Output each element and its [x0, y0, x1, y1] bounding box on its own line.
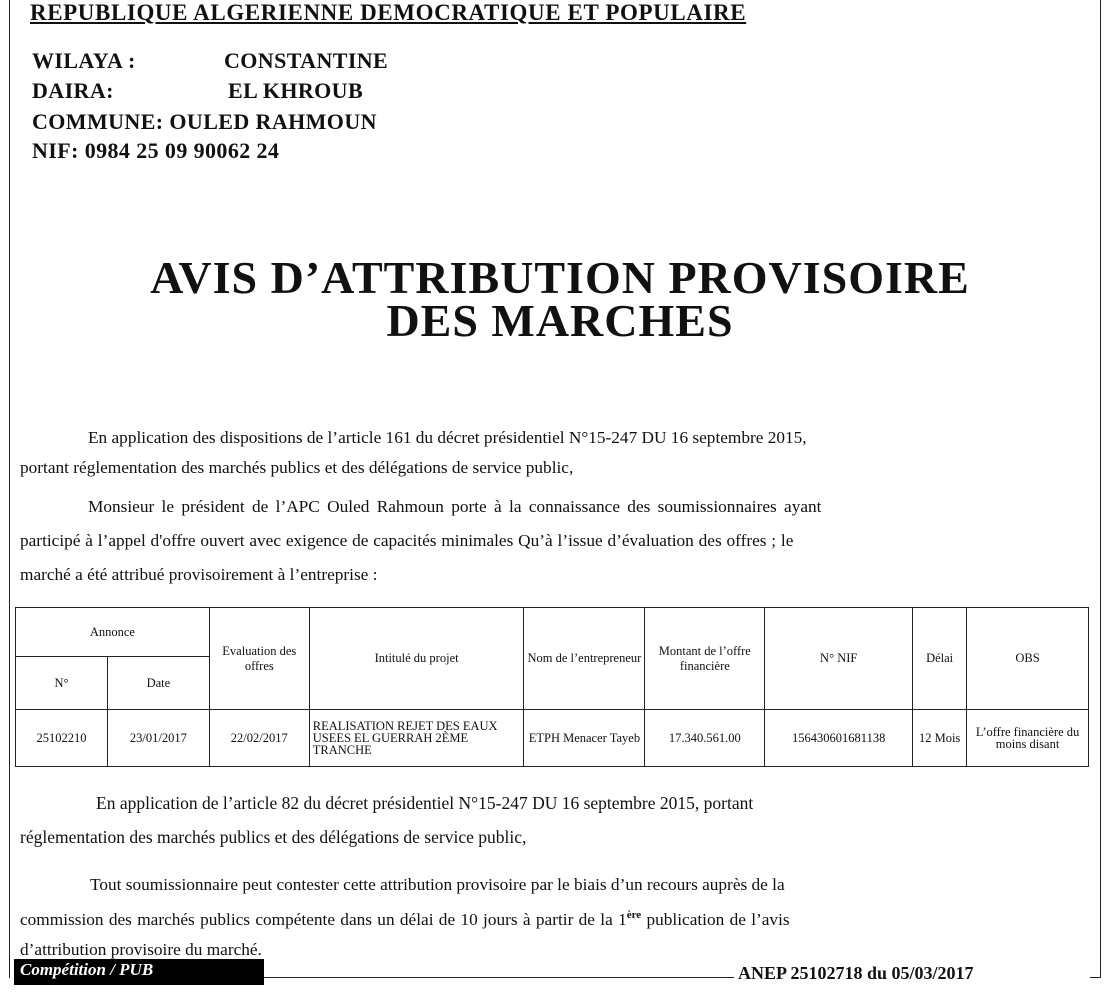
cell-montant: 17.340.561.00 — [645, 710, 765, 767]
header-nom: Nom de l’entrepreneur — [524, 608, 645, 710]
cell-obs: L’offre financière du moins disant — [967, 710, 1089, 767]
closing-p4-line3: d’attribution provisoire du marché. — [20, 939, 262, 959]
award-table — [15, 607, 1089, 767]
table-row — [16, 710, 1089, 767]
cell-intitule: REALISATION REJET DES EAUX USEES EL GUERRAH 2ÈME TRANCHE — [309, 710, 524, 767]
frame-left-border — [9, 0, 10, 978]
header-numero: N° — [16, 657, 108, 710]
daira-label: DAIRA: — [32, 78, 114, 103]
header-annonce: Annonce — [16, 608, 210, 657]
cell-evaluation: 22/02/2017 — [209, 710, 309, 767]
intro-paragraph-1 — [20, 421, 1086, 485]
closing-paragraph-2 — [20, 870, 1086, 965]
nif-value: 0984 25 09 90062 24 — [84, 138, 280, 163]
header-intitule: Intitulé du projet — [309, 608, 524, 710]
table-header-row — [16, 608, 1089, 657]
intro-p1-line2: portant réglementation des marchés publics et des délégations de service public, — [20, 458, 574, 477]
nif-label: NIF: — [32, 138, 79, 163]
cell-date: 23/01/2017 — [107, 710, 209, 767]
wilaya-line — [32, 48, 388, 74]
frame-bottom-border-end — [1090, 977, 1101, 978]
cell-numero: 25102210 — [16, 710, 108, 767]
commune-line — [32, 109, 377, 135]
wilaya-label: WILAYA : — [32, 48, 136, 73]
intro-p2-line2: participé à l’appel d'offre ouvert avec exigence de capacités minimales Qu’à l’issue d’évaluation des offres ; le — [20, 531, 794, 550]
closing-p3-line1: En application de l’article 82 du décret présidentiel N°15-247 DU 16 septembre 2015, portant — [96, 793, 754, 813]
cell-nif: 156430601681138 — [765, 710, 913, 767]
closing-p4-line2-end: publication de l’avis — [641, 909, 790, 929]
header-nif: N° NIF — [765, 608, 913, 710]
closing-p4-line2-start: commission des marchés publics compétente dans un délai de 10 jours à partir de la 1 — [20, 909, 627, 929]
cell-nom: ETPH Menacer Tayeb — [524, 710, 645, 767]
closing-p4-superscript: ère — [626, 909, 642, 921]
intro-p2-line1: Monsieur le président de l’APC Ouled Rahmoun porte à la connaissance des soumissionnaires ayant — [88, 497, 822, 516]
anep-reference: ANEP 25102718 du 05/03/2017 — [738, 963, 974, 983]
daira-line — [32, 78, 363, 104]
intro-paragraph-2 — [20, 490, 1086, 592]
commune-value: OULED RAHMOUN — [169, 109, 377, 134]
closing-paragraph-1 — [20, 786, 1086, 854]
header-date: Date — [107, 657, 209, 710]
nif-line — [32, 138, 279, 164]
frame-right-border — [1100, 0, 1101, 978]
republic-heading: REPUBLIQUE ALGERIENNE DEMOCRATIQUE ET POPULAIRE — [30, 0, 747, 25]
header-obs: OBS — [967, 608, 1089, 710]
document-title-line2: DES MARCHES — [386, 295, 734, 346]
intro-p2-line3: marché a été attribué provisoirement à l’entreprise : — [20, 565, 378, 584]
document-title-line1: AVIS D’ATTRIBUTION PROVISOIRE — [150, 252, 970, 303]
publication-badge: Compétition / PUB — [14, 959, 264, 985]
closing-p4-line1: Tout soumissionnaire peut contester cette attribution provisoire par le biais d’un recours auprès de la — [90, 875, 785, 894]
intro-p1-line1: En application des dispositions de l’article 161 du décret présidentiel N°15-247 DU 16 septembre 2015, — [88, 428, 807, 447]
wilaya-value: CONSTANTINE — [224, 48, 389, 73]
frame-bottom-border — [264, 977, 734, 978]
closing-p4-line2 — [20, 900, 1086, 935]
daira-value: EL KHROUB — [228, 78, 364, 103]
closing-p3-line2: réglementation des marchés publics et des délégations de service public, — [20, 827, 527, 847]
commune-label: COMMUNE: — [32, 109, 164, 134]
header-montant: Montant de l’offre financière — [645, 608, 765, 710]
cell-delai: 12 Mois — [913, 710, 967, 767]
header-evaluation: Evaluation des offres — [209, 608, 309, 710]
header-delai: Délai — [913, 608, 967, 710]
